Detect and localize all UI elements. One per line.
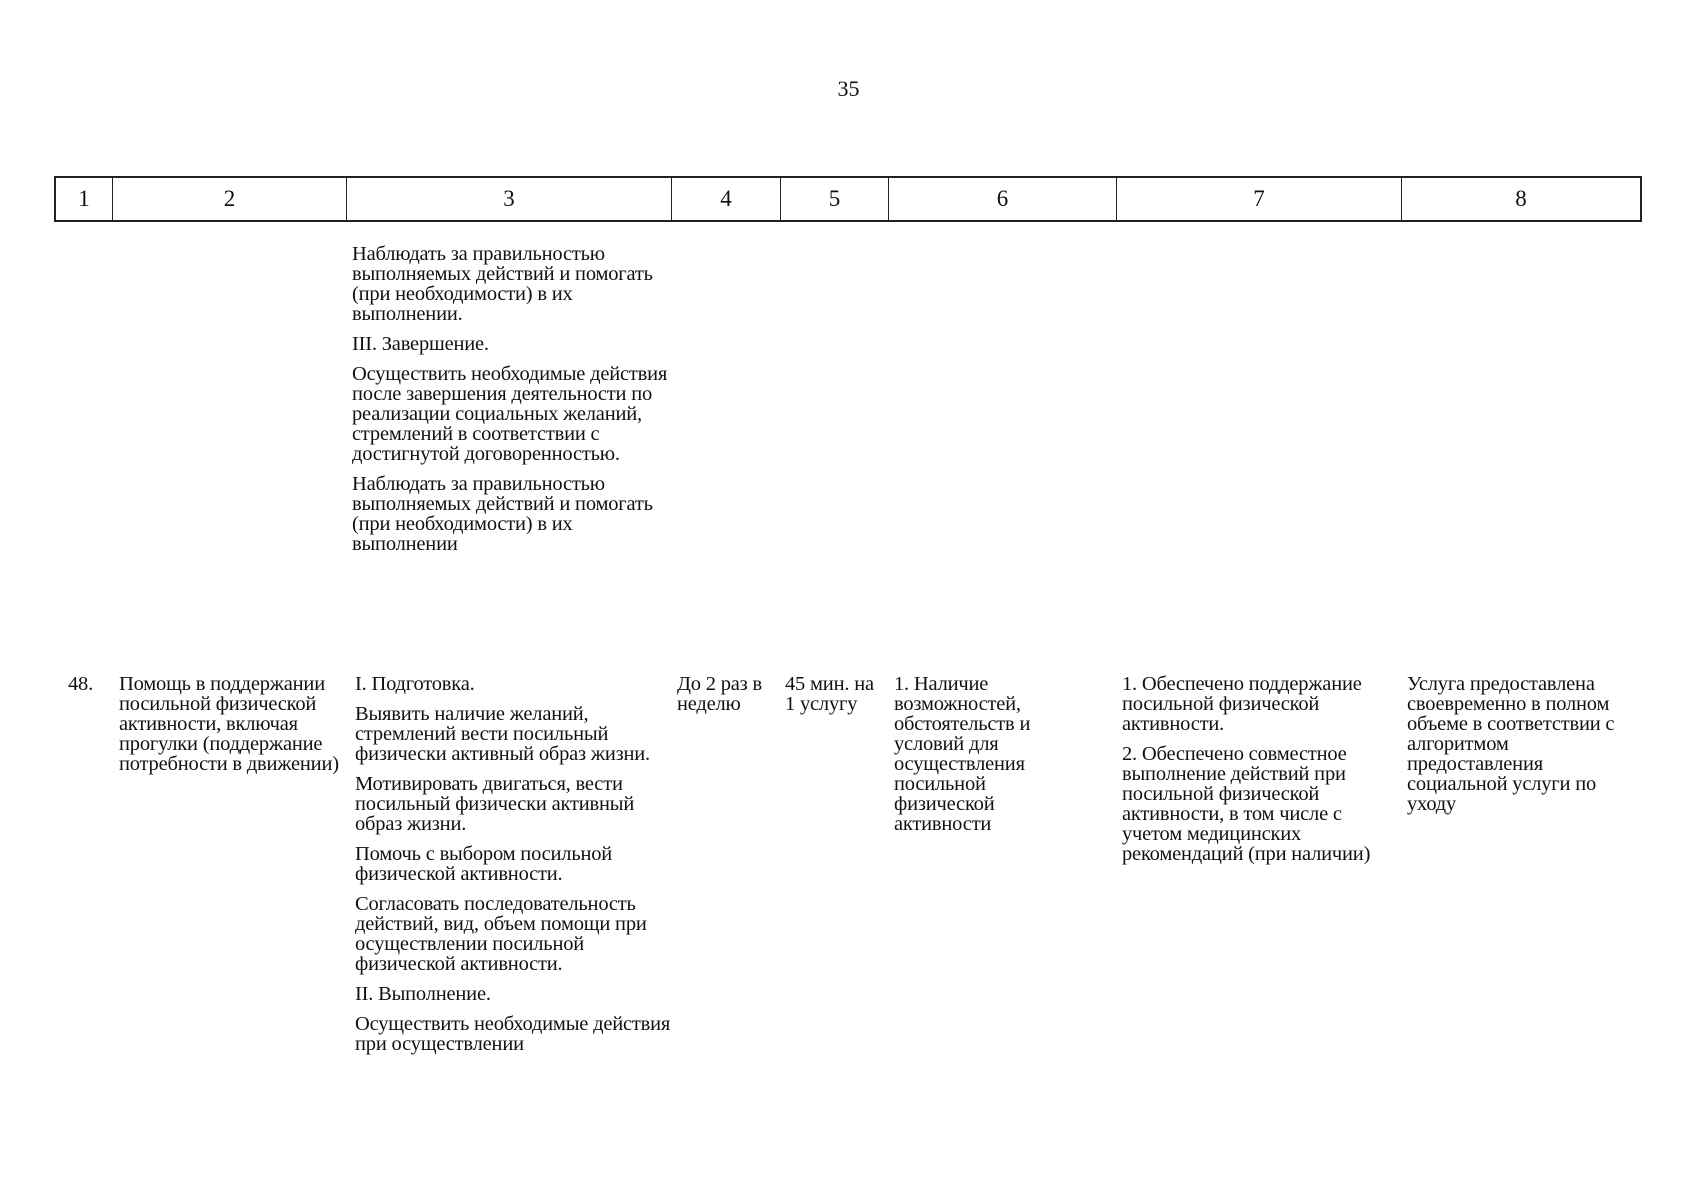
- header-col-5: 5: [781, 178, 889, 220]
- step-paragraph: Выявить наличие желаний, стремлений вести посильный физически активный образ жизни.: [355, 703, 650, 765]
- page-number: 35: [837, 76, 860, 101]
- step-paragraph: Помочь с выбором посильной физической активности.: [355, 843, 613, 885]
- header-col-8: 8: [1515, 186, 1527, 211]
- step-paragraph: Согласовать последовательность действий, вид, объем помощи при осуществлении посильной физической активности.: [355, 893, 647, 975]
- header-col-1: 1: [56, 178, 113, 220]
- service-conditions: 1. Наличие возможностей, обстоятельств и условий для осуществления посильной физической активности: [894, 673, 1031, 835]
- header-col-3: 3: [347, 178, 672, 220]
- service-results: [1122, 674, 1397, 874]
- step-paragraph: Мотивировать двигаться, вести посильный физически активный образ жизни.: [355, 773, 635, 835]
- continuation-paragraph: Осуществить необходимые действия после завершения деятельности по реализации социальных желаний, стремлений в соответствии с достигнутой договоренностью.: [352, 363, 668, 465]
- header-col-4: 4: [672, 178, 781, 220]
- service-steps: [355, 674, 675, 1064]
- result-paragraph: 1. Обеспечено поддержание посильной физической активности.: [1122, 673, 1362, 735]
- step-paragraph: I. Подготовка.: [355, 673, 475, 695]
- service-duration: 45 мин. на 1 услугу: [785, 673, 874, 715]
- continuation-paragraph: Наблюдать за правильностью выполняемых действий и помогать (при необходимости) в их выполнении.: [352, 243, 653, 325]
- service-name: Помощь в поддержании посильной физической активности, включая прогулки (поддержание потребности в движении): [119, 673, 339, 775]
- continuation-paragraph: III. Завершение.: [352, 333, 489, 355]
- step-paragraph: Осуществить необходимые действия при осуществлении: [355, 1013, 671, 1055]
- header-col-7: 7: [1117, 178, 1402, 220]
- result-paragraph: 2. Обеспечено совместное выполнение действий при посильной физической активности, в том числе с учетом медицинских рекомендаций (при наличии): [1122, 743, 1371, 865]
- step-paragraph: II. Выполнение.: [355, 983, 491, 1005]
- service-frequency: До 2 раз в неделю: [677, 673, 762, 715]
- header-col-2: 2: [113, 178, 347, 220]
- header-col-6: 6: [889, 178, 1117, 220]
- row-number: 48.: [68, 673, 94, 695]
- continuation-col3: [352, 244, 672, 564]
- table-header-row: [54, 176, 1642, 222]
- service-quality: Услуга предоставлена своевременно в полном объеме в соответствии с алгоритмом предоставления социальной услуги по уходу: [1407, 673, 1615, 815]
- continuation-paragraph: Наблюдать за правильностью выполняемых действий и помогать (при необходимости) в их выполнении: [352, 473, 653, 555]
